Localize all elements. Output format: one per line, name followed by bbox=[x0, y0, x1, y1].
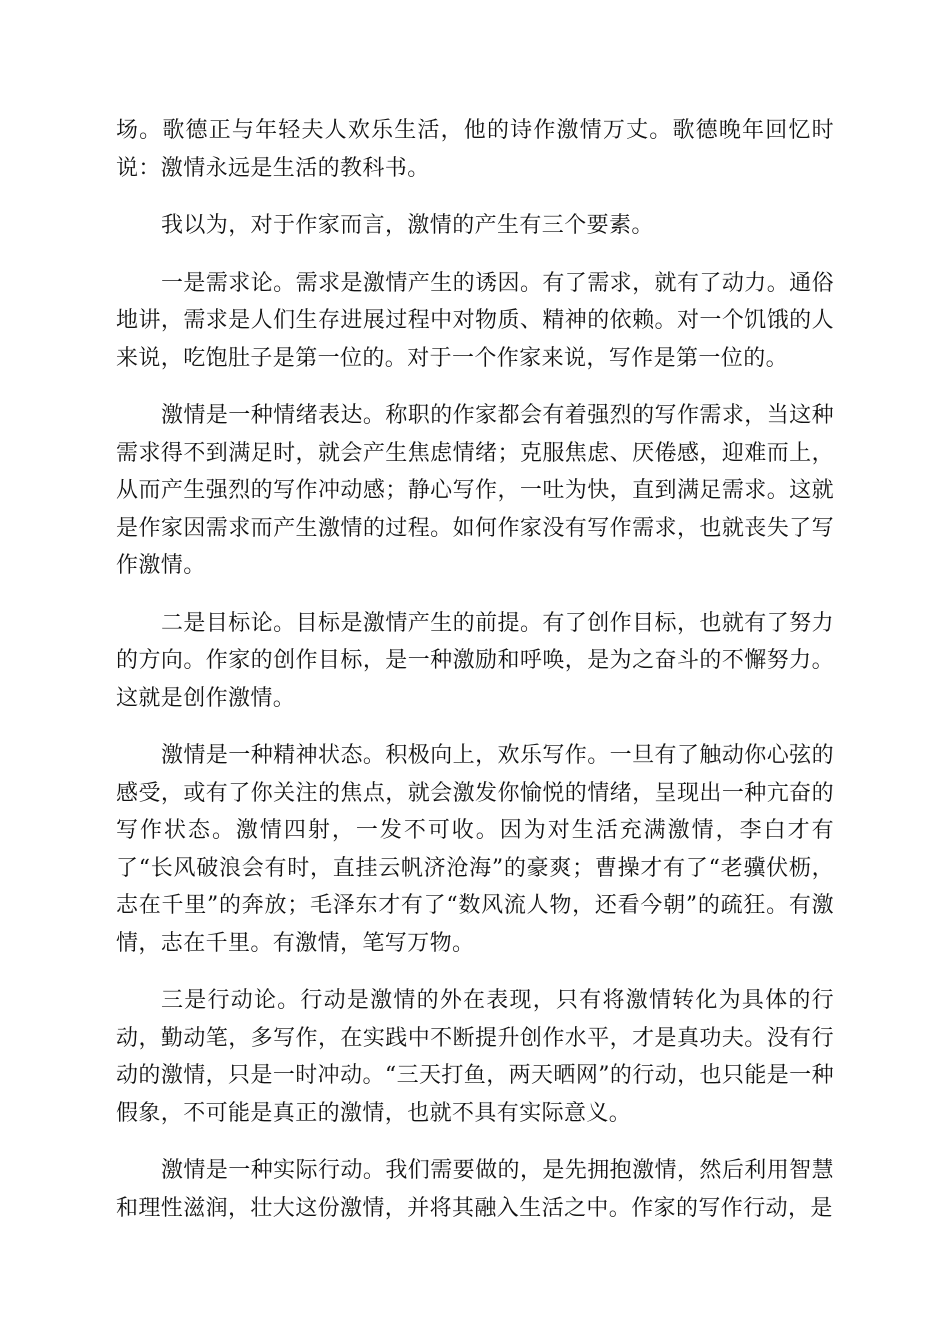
paragraph-1: 场。歌德正与年轻夫人欢乐生活，他的诗作激情万丈。歌德晚年回忆时说：激情永远是生活的教科书。 bbox=[116, 118, 834, 181]
paragraph-2: 我以为，对于作家而言，激情的产生有三个要素。 bbox=[161, 213, 654, 238]
paragraph-7: 三是行动论。行动是激情的外在表现，只有将激情转化为具体的行动，勤动笔，多写作，在实践中不断提升创作水平，才是真功夫。没有行动的激情，只是一时冲动。“三天打鱼，两天晒网”的行动，也只能是一种假象，不可能是真正的激情，也就不具有实际意义。 bbox=[116, 988, 834, 1126]
paragraph-5: 二是目标论。目标是激情产生的前提。有了创作目标，也就有了努力的方向。作家的创作目标，是一种激励和呼唤，是为之奋斗的不懈努力。这就是创作激情。 bbox=[116, 610, 834, 711]
article-body bbox=[116, 112, 834, 1227]
paragraph-6: 激情是一种精神状态。积极向上，欢乐写作。一旦有了触动你心弦的感受，或有了你关注的焦点，就会激发你愉悦的情绪，呈现出一种亢奋的写作状态。激情四射，一发不可收。因为对生活充满激情，李白才有了“长风破浪会有时，直挂云帆济沧海”的豪爽；曹操才有了“老骥伏枥，志在千里”的奔放；毛泽东才有了“数风流人物，还看今朝”的疏狂。有激情，志在千里。有激情，笔写万物。 bbox=[116, 743, 834, 956]
paragraph-4: 激情是一种情绪表达。称职的作家都会有着强烈的写作需求，当这种需求得不到满足时，就会产生焦虑情绪；克服焦虑、厌倦感，迎难而上，从而产生强烈的写作冲动感；静心写作，一吐为快，直到满足需求。这就是作家因需求而产生激情的过程。如何作家没有写作需求，也就丧失了写作激情。 bbox=[116, 403, 834, 578]
paragraph-3: 一是需求论。需求是激情产生的诱因。有了需求，就有了动力。通俗地讲，需求是人们生存进展过程中对物质、精神的依赖。对一个饥饿的人来说，吃饱肚子是第一位的。对于一个作家来说，写作是第一位的。 bbox=[116, 270, 834, 371]
paragraph-8: 激情是一种实际行动。我们需要做的，是先拥抱激情，然后利用智慧和理性滋润，壮大这份激情，并将其融入生活之中。作家的写作行动，是 bbox=[116, 1158, 834, 1221]
